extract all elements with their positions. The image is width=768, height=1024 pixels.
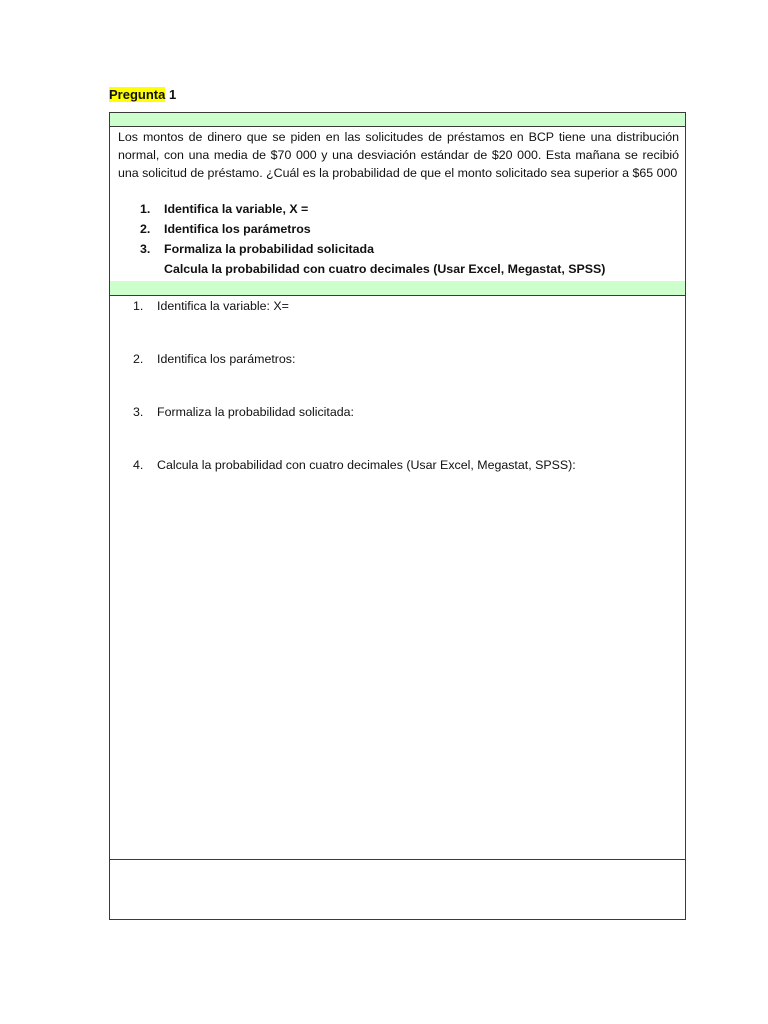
heading-number: 1 [165,87,177,102]
instruction-item: Calcula la probabilidad con cuatro decimales (Usar Excel, Megastat, SPSS) [164,262,606,276]
question-text: Los montos de dinero que se piden en las solicitudes de préstamos en BCP tiene una distribución normal, con una media de $70 000 y una desviación estándar de $20 000. Esta mañana se recibió una solicitud de préstamo. ¿Cuál es la probabilidad de que el monto solicitado sea superior a $65 000 [118,130,679,180]
bottom-green-band [110,281,685,295]
section-divider [110,295,685,296]
answer-item: 3. Formaliza la probabilidad solicitada: [133,405,354,419]
instruction-item: 3. Formaliza la probabilidad solicitada [140,242,374,256]
instruction-list [140,199,605,279]
question-heading [109,87,176,103]
top-green-band [110,113,685,127]
instruction-item: 2. Identifica los parámetros [140,222,311,236]
question-table [109,112,686,920]
instruction-item: 1. Identifica la variable, X = [140,202,309,216]
heading-highlight: Pregunta [109,87,166,102]
answer-area[interactable] [133,298,576,510]
answer-item: 1. Identifica la variable: X= [133,299,289,313]
footer-divider [110,859,685,860]
answer-item: 4. Calcula la probabilidad con cuatro decimales (Usar Excel, Megastat, SPSS): [133,458,576,472]
answer-item: 2. Identifica los parámetros: [133,352,296,366]
